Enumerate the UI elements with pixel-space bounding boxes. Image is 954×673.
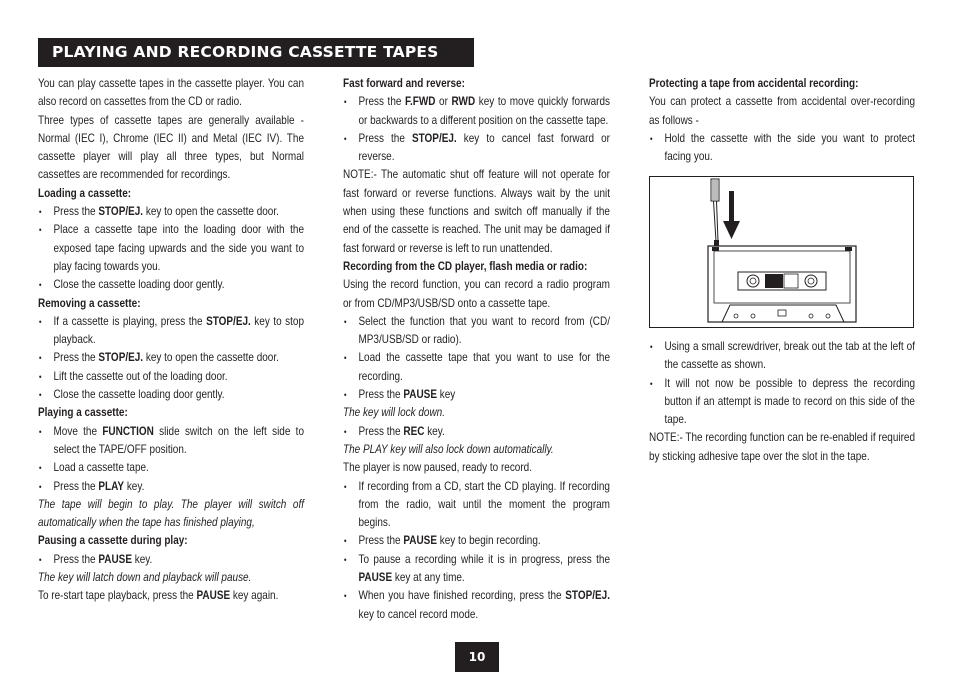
list-item: • Press the PLAY key. bbox=[38, 478, 304, 496]
intro-paragraph: You can play cassette tapes in the cassette player. You can also record on cassettes from the CD or radio. bbox=[38, 77, 304, 109]
list-item: • Press the STOP/EJ. key to cancel fast forward or reverse. bbox=[343, 130, 610, 167]
column-2 bbox=[343, 75, 610, 624]
list-item: • Press the STOP/EJ. key to open the cassette door. bbox=[38, 349, 304, 367]
list-item: • Press the PAUSE key bbox=[343, 386, 610, 404]
ff-list bbox=[343, 93, 610, 166]
rec-paused: The player is now paused, ready to record. bbox=[343, 461, 532, 475]
removing-heading: Removing a cassette: bbox=[38, 296, 141, 310]
cassette-illustration bbox=[649, 176, 914, 328]
list-item: • Press the PAUSE key. bbox=[38, 551, 304, 569]
rec-list-3 bbox=[343, 478, 610, 624]
list-item: • Press the PAUSE key to begin recording. bbox=[343, 532, 610, 550]
rec-list-1 bbox=[343, 313, 610, 404]
protect-list-2 bbox=[649, 338, 915, 429]
playing-list bbox=[38, 423, 304, 496]
protect-list-1 bbox=[649, 130, 915, 167]
list-item: • Close the cassette loading door gently. bbox=[38, 276, 304, 294]
rec-list-2 bbox=[343, 423, 610, 441]
column-3-continued bbox=[649, 338, 915, 466]
list-item: • To pause a recording while it is in progress, press the PAUSE key at any time. bbox=[343, 551, 610, 588]
tape-types-paragraph: Three types of cassette tapes are generally available - Normal (IEC I), Chrome (IEC II) and Metal (IEC IV). The cassette player will play all three types, but Normal cassettes are recommended for recordings. bbox=[38, 113, 304, 182]
loading-list bbox=[38, 203, 304, 294]
list-item: • Lift the cassette out of the loading door. bbox=[38, 368, 304, 386]
list-item: • Place a cassette tape into the loading door with the exposed tape facing upwards and the side you want to play facing towards you. bbox=[38, 221, 304, 276]
page-number-label: 10 bbox=[468, 650, 486, 664]
page-title: PLAYING AND RECORDING CASSETTE TAPES bbox=[52, 43, 439, 61]
removing-list bbox=[38, 313, 304, 404]
ff-note: NOTE:- The automatic shut off feature will not operate for fast forward or reverse functions. Always wait by the unit when using these functions and switch off manually if the end of the cassette is reached. The unit may be damaged if fast forward or reverse is left to run unattended. bbox=[343, 168, 610, 255]
list-item: • Using a small screwdriver, break out the tab at the left of the cassette as shown. bbox=[649, 338, 915, 375]
restart-paragraph: To re-start tape playback, press the PAUSE key again. bbox=[38, 589, 279, 603]
rec-4-note: The PLAY key will also lock down automatically. bbox=[343, 442, 554, 456]
list-item: • Press the STOP/EJ. key to open the cassette door. bbox=[38, 203, 304, 221]
cassette-icon bbox=[650, 177, 913, 327]
playing-note: The tape will begin to play. The player will switch off automatically when the tape has finished playing, bbox=[38, 497, 304, 530]
column-3 bbox=[649, 75, 915, 166]
protect-heading: Protecting a tape from accidental recording: bbox=[649, 77, 859, 90]
list-item: • If a cassette is playing, press the STOP/EJ. key to stop playback. bbox=[38, 313, 304, 350]
list-item: • Hold the cassette with the side you want to protect facing you. bbox=[649, 130, 915, 167]
rec-3-note: The key will lock down. bbox=[343, 406, 445, 420]
list-item: • Load a cassette tape. bbox=[38, 459, 304, 477]
list-item: • When you have finished recording, press the STOP/EJ. key to cancel record mode. bbox=[343, 587, 610, 624]
pausing-note: The key will latch down and playback will pause. bbox=[38, 571, 252, 585]
list-item: • Move the FUNCTION slide switch on the left side to select the TAPE/OFF position. bbox=[38, 423, 304, 460]
pausing-heading: Pausing a cassette during play: bbox=[38, 534, 188, 548]
rec-intro: Using the record function, you can record a radio program or from CD/MP3/USB/SD onto a cassette tape. bbox=[343, 278, 610, 310]
list-item: • Close the cassette loading door gently. bbox=[38, 386, 304, 404]
arrow-down-icon bbox=[723, 191, 740, 239]
page-number bbox=[455, 642, 499, 672]
rec-heading: Recording from the CD player, flash media or radio: bbox=[343, 259, 588, 273]
list-item: • Press the REC key. bbox=[343, 423, 610, 441]
loading-heading: Loading a cassette: bbox=[38, 186, 132, 200]
playing-heading: Playing a cassette: bbox=[38, 406, 128, 420]
list-item: • Load the cassette tape that you want to use for the recording. bbox=[343, 349, 610, 386]
rec-enable-note: NOTE:- The recording function can be re-enabled if required by sticking adhesive tape over the slot in the tape. bbox=[649, 431, 915, 463]
screwdriver-icon bbox=[711, 179, 719, 246]
pausing-list bbox=[38, 551, 304, 569]
protect-intro: You can protect a cassette from accidental over-recording as follows - bbox=[649, 95, 915, 127]
section-header bbox=[38, 38, 474, 67]
list-item: • It will not now be possible to depress the recording button if an attempt is made to record on this side of the tape. bbox=[649, 375, 915, 430]
list-item: • Select the function that you want to record from (CD/ MP3/USB/SD or radio). bbox=[343, 313, 610, 350]
ff-heading: Fast forward and reverse: bbox=[343, 77, 465, 90]
column-1 bbox=[38, 75, 304, 606]
list-item: • If recording from a CD, start the CD playing. If recording from the radio, wait until the moment the program begins. bbox=[343, 478, 610, 533]
list-item: • Press the F.FWD or RWD key to move quickly forwards or backwards to a different position on the cassette tape. bbox=[343, 93, 610, 130]
